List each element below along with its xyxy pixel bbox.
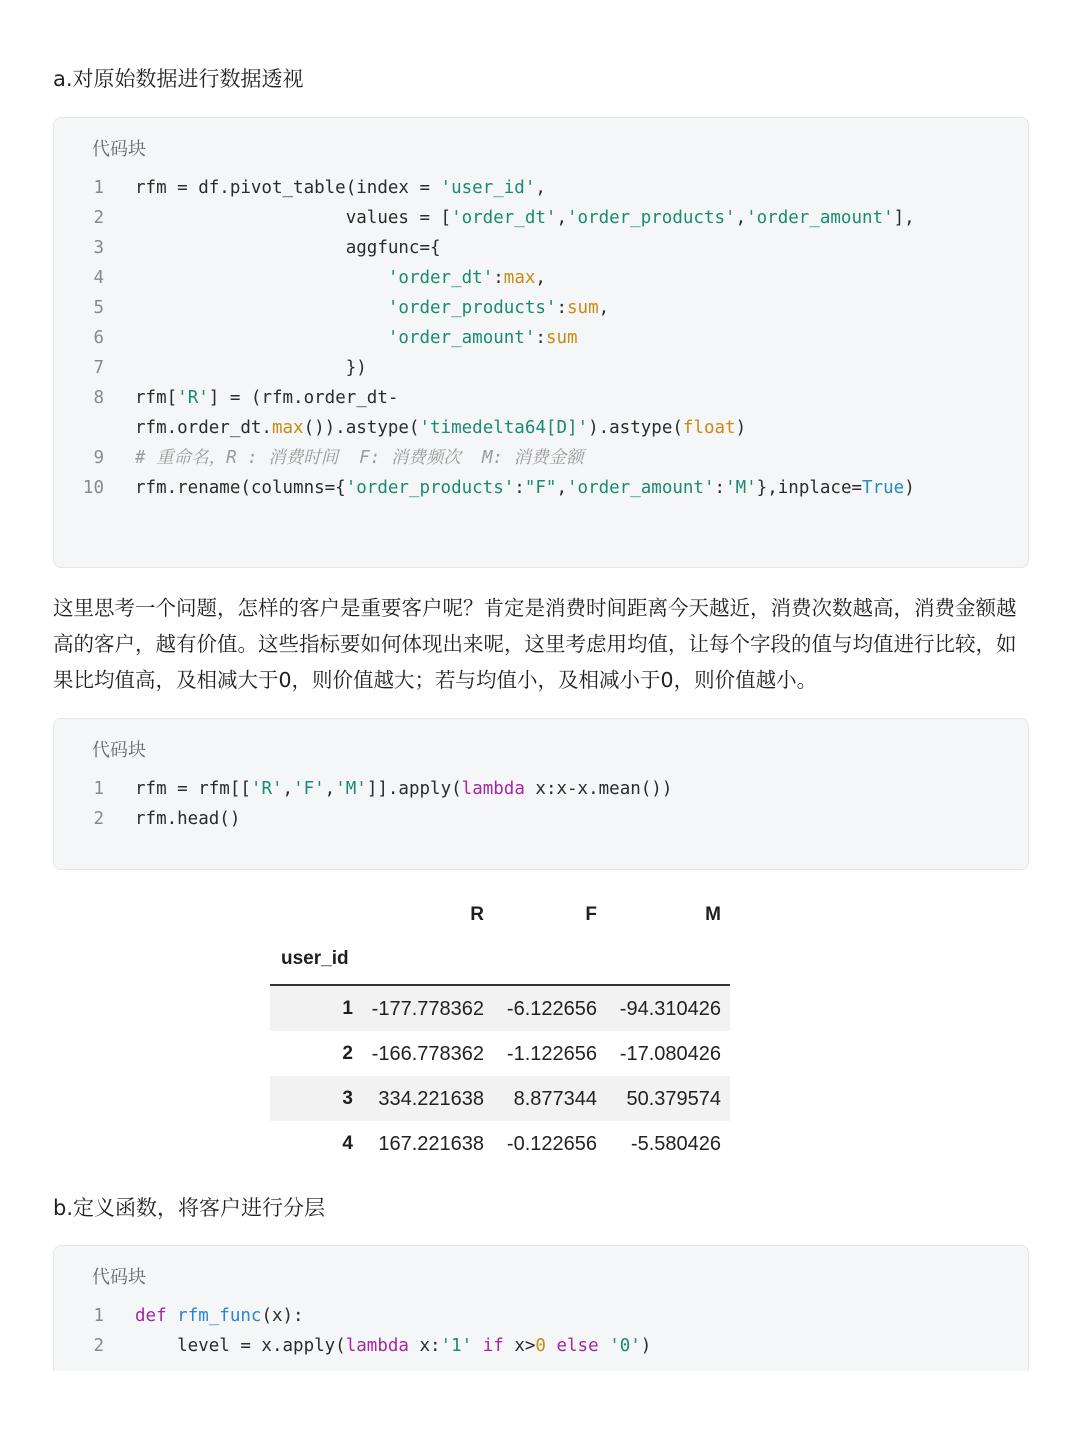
code-text: 'order_products':sum, — [387, 298, 610, 318]
line-number: 5 — [93, 298, 104, 318]
line-number: 2 — [93, 208, 104, 228]
code-text: rfm = df.pivot_table(index = 'user_id', — [135, 178, 546, 198]
code-text: }) — [135, 358, 367, 378]
line-number: 4 — [93, 268, 104, 288]
table-row — [270, 1121, 730, 1166]
code-line — [54, 383, 1028, 413]
code-line — [54, 293, 1028, 323]
code-block-mean — [53, 718, 1029, 870]
line-number: 2 — [93, 809, 104, 829]
code-line — [54, 804, 1028, 834]
code-lines — [54, 774, 1028, 834]
cell-m: -17.080426 — [619, 1043, 721, 1065]
code-line — [54, 1301, 1028, 1331]
code-text: 'order_dt':max, — [387, 268, 546, 288]
code-lines — [54, 173, 1028, 503]
line-number: 1 — [93, 779, 104, 799]
table-row — [270, 986, 730, 1031]
table-row — [270, 1031, 730, 1076]
code-line — [54, 233, 1028, 263]
code-text: level = x.apply(lambda x:'1' if x>0 else '0') — [135, 1336, 652, 1356]
column-header-m: M — [705, 904, 721, 925]
cell-f: 8.877344 — [513, 1088, 597, 1110]
cell-m: 50.379574 — [626, 1088, 721, 1110]
line-number: 9 — [93, 448, 104, 468]
line-number: 2 — [93, 1336, 104, 1356]
cell-f: -1.122656 — [506, 1043, 597, 1065]
row-index: 4 — [342, 1133, 353, 1154]
code-text: def rfm_func(x): — [135, 1306, 304, 1326]
explanation-paragraph: 这里思考一个问题，怎样的客户是重要客户呢？肯定是消费时间距离今天越近，消费次数越高，消费金额越高的客户，越有价值。这些指标要如何体现出来呢，这里考虑用均值，让每个字段的值与均值进行比较，如果比均值高，及相减大于0，则价值越大；若与均值小，及相减小于0，则价值越小。 — [53, 596, 1017, 692]
column-header-f: F — [585, 904, 597, 925]
row-index: 2 — [342, 1043, 353, 1064]
index-header-row — [270, 938, 730, 986]
line-number: 1 — [93, 178, 104, 198]
code-text: values = ['order_dt','order_products','order_amount'], — [135, 208, 915, 228]
code-block-title: 代码块 — [92, 740, 146, 761]
code-line — [54, 443, 1028, 473]
code-line — [54, 473, 1028, 503]
cell-r: -177.778362 — [371, 998, 484, 1020]
row-index: 3 — [342, 1088, 353, 1109]
code-line — [54, 323, 1028, 353]
line-number: 3 — [93, 238, 104, 258]
code-lines — [54, 1301, 1028, 1361]
code-block-rfm-func — [53, 1245, 1029, 1371]
code-block-title: 代码块 — [92, 1267, 146, 1288]
code-line — [54, 353, 1028, 383]
cell-r: 334.221638 — [378, 1088, 484, 1110]
cell-m: -94.310426 — [619, 998, 721, 1020]
line-number: 10 — [82, 478, 104, 498]
code-line — [54, 203, 1028, 233]
line-number: 8 — [93, 388, 104, 408]
code-line — [54, 774, 1028, 804]
code-block-pivot — [53, 117, 1029, 568]
code-text: rfm.head() — [135, 809, 241, 829]
code-line — [54, 1331, 1028, 1361]
cell-m: -5.580426 — [630, 1133, 721, 1155]
cell-r: 167.221638 — [378, 1133, 484, 1155]
column-header-r: R — [470, 904, 484, 925]
line-number: 7 — [93, 358, 104, 378]
code-line — [54, 413, 1028, 443]
row-index: 1 — [342, 998, 353, 1019]
cell-f: -0.122656 — [506, 1133, 597, 1155]
line-number: 6 — [93, 328, 104, 348]
cell-f: -6.122656 — [506, 998, 597, 1020]
code-text: rfm = rfm[['R','F','M']].apply(lambda x:x-x.mean()) — [135, 779, 673, 799]
code-line — [54, 173, 1028, 203]
code-text: rfm.rename(columns={'order_products':"F",'order_amount':'M'},inplace=True) — [135, 478, 915, 498]
code-block-title: 代码块 — [92, 139, 146, 160]
table-row — [270, 1076, 730, 1121]
index-name: user_id — [281, 948, 349, 969]
column-header-row — [270, 890, 730, 938]
line-number: 1 — [93, 1306, 104, 1326]
code-text: rfm['R'] = (rfm.order_dt- — [135, 388, 399, 408]
section-a-heading: a.对原始数据进行数据透视 — [53, 67, 304, 91]
code-text: rfm.order_dt.max()).astype('timedelta64[D]').astype(float) — [135, 418, 747, 438]
cell-r: -166.778362 — [371, 1043, 484, 1065]
section-b-heading: b.定义函数，将客户进行分层 — [53, 1196, 326, 1220]
code-text: aggfunc={ — [135, 238, 441, 258]
code-text: # 重命名，R : 消费时间 F: 消费频次 M: 消费金额 — [135, 448, 584, 468]
dataframe-output — [270, 890, 730, 1166]
code-line — [54, 263, 1028, 293]
code-text: 'order_amount':sum — [387, 328, 578, 348]
